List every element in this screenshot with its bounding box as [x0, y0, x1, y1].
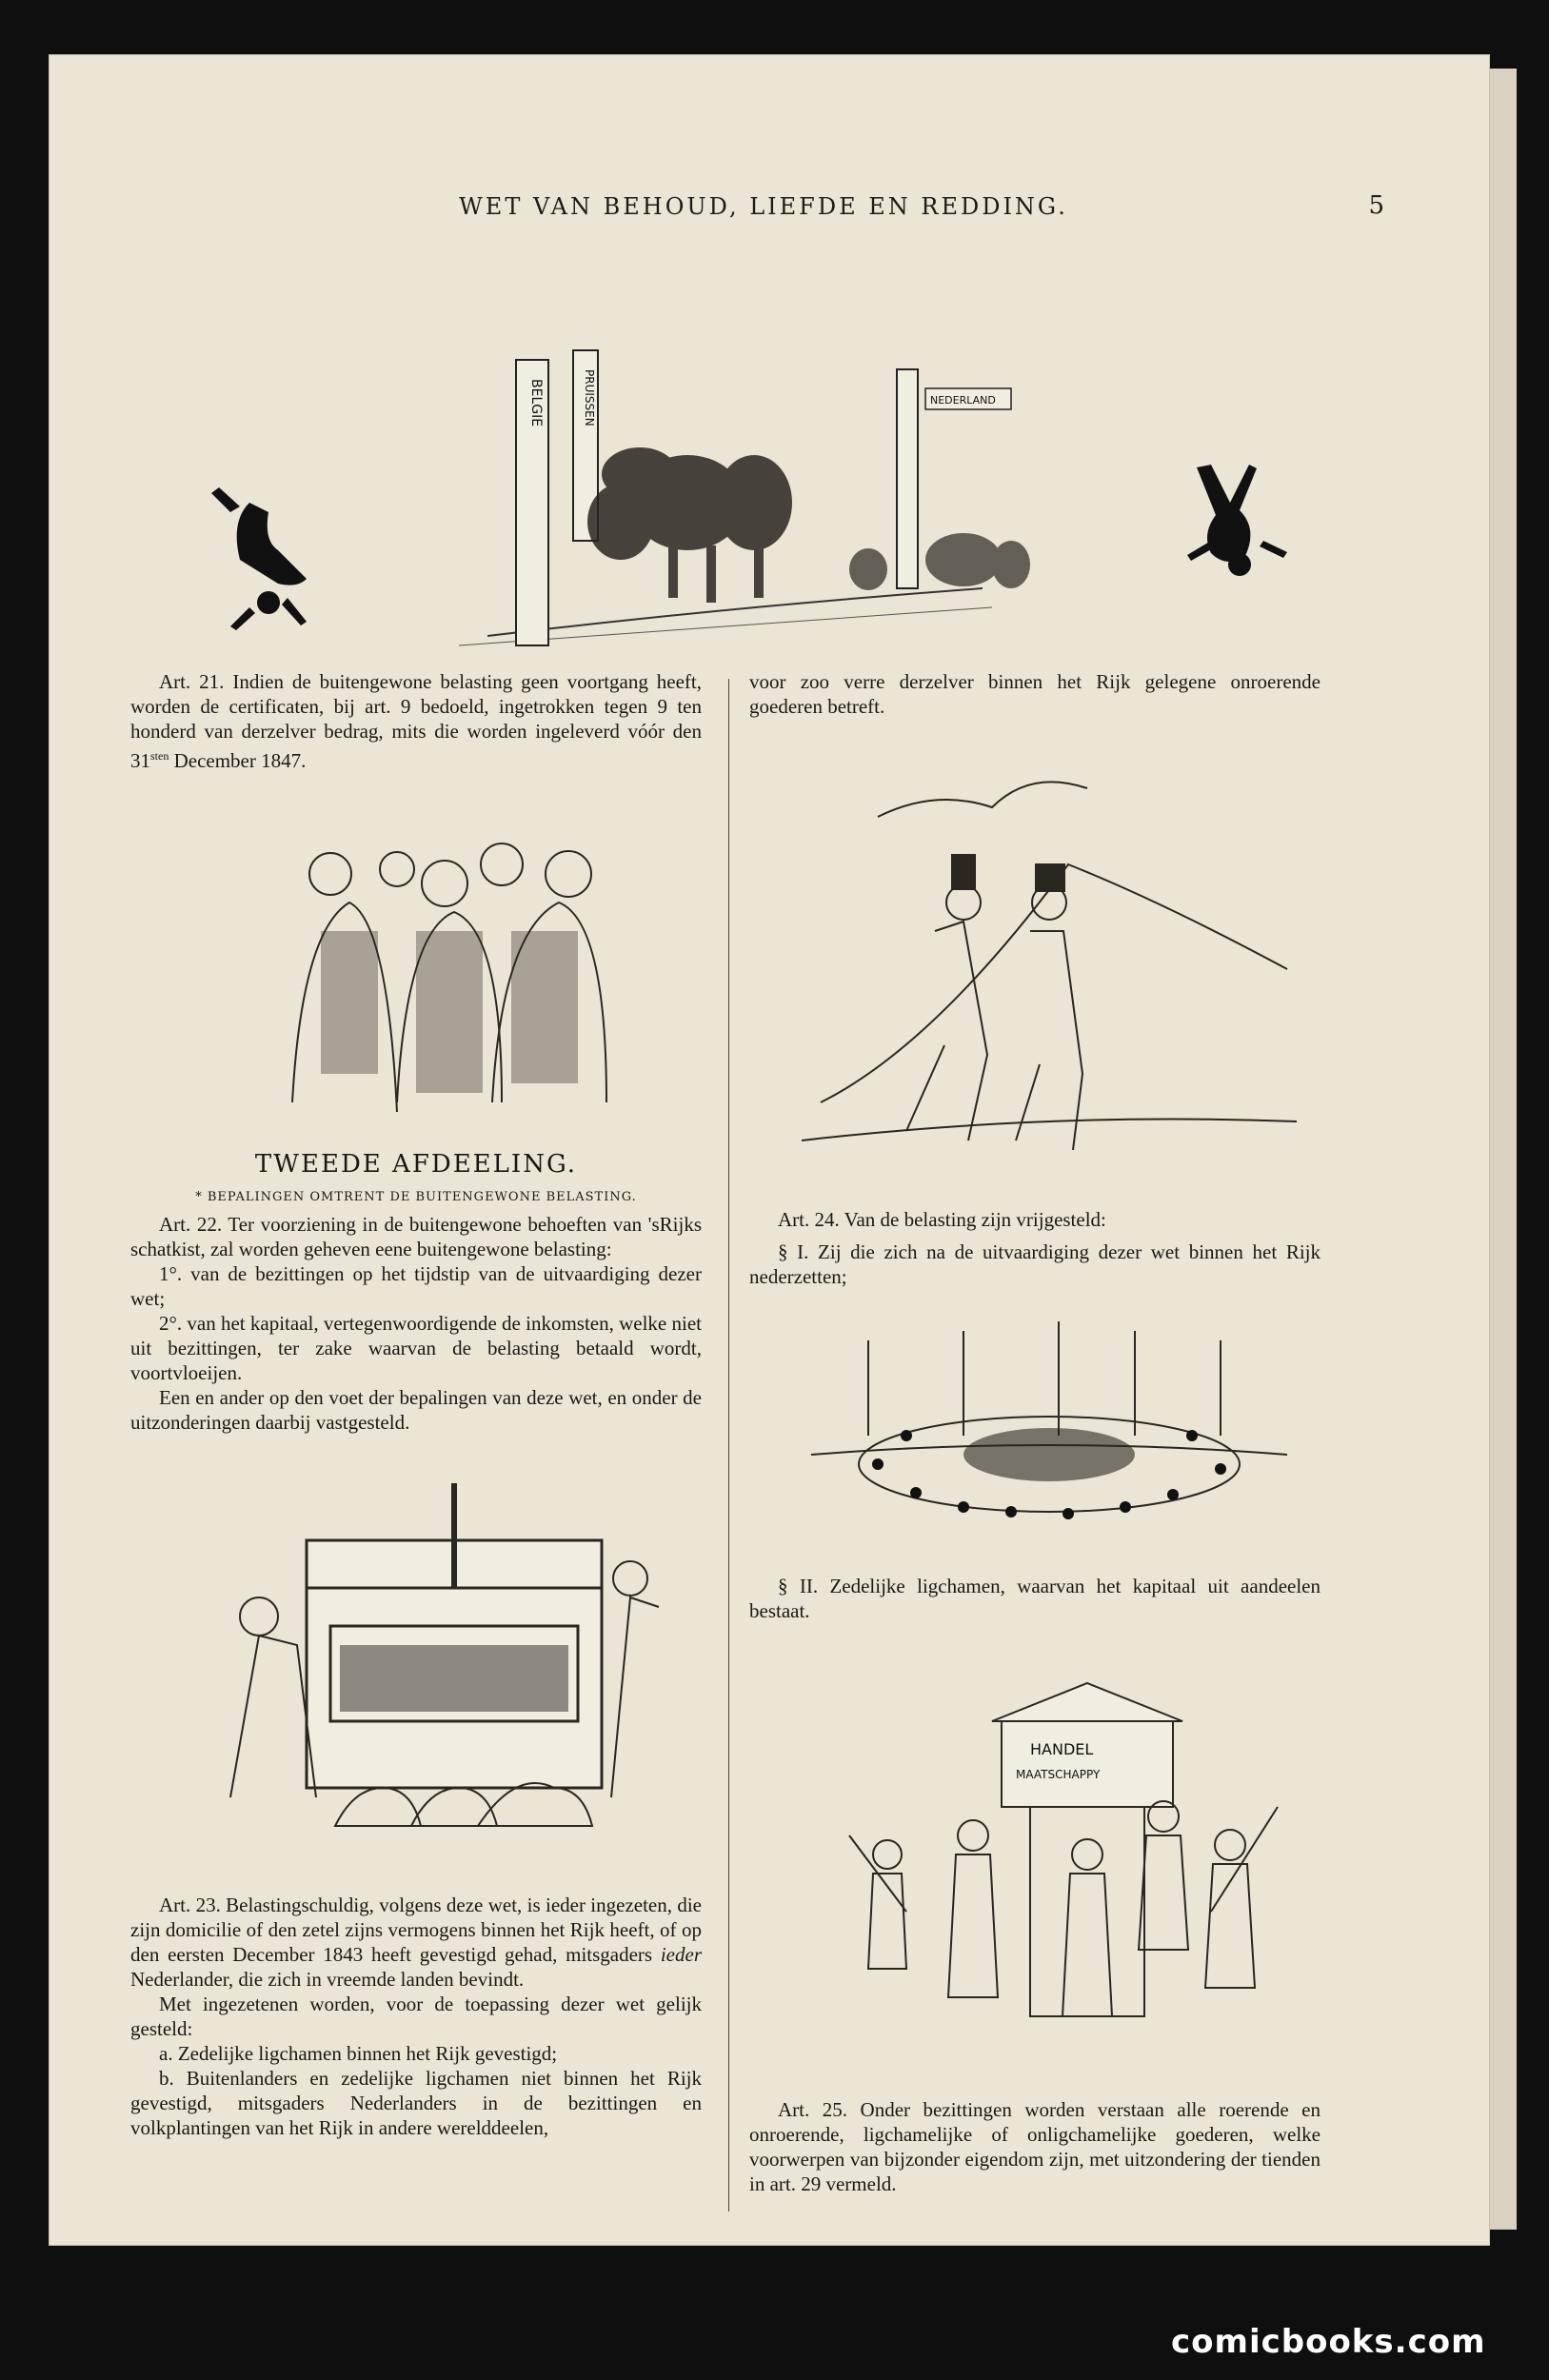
- two-travellers-drawing: [802, 760, 1297, 1179]
- article-23-paragraph-2: Met ingezetenen worden, voor de toepassing dezer wet gelijk gesteld:: [130, 1993, 702, 2040]
- crowd-group-drawing: [264, 817, 635, 1121]
- article-23-text-end: Nederlander, die zich in vreemde landen bevindt.: [130, 1968, 525, 1991]
- illustration-crowd-group: [264, 817, 635, 1121]
- article-23-text: Art. 23. Belastingschuldig, volgens deze wet, is ieder ingezeten, die zijn domicilie of den zetel zijns vermogens binnen het Rijk heeft, of op den eersten December 1843 heeft gevestigd gehad, mitsgaders: [130, 1894, 702, 1966]
- article-24-intro: Art. 24. Van de belasting zijn vrijgesteld:: [778, 1208, 1106, 1231]
- article-24-section-1: § I. Zij die zich na de uitvaardiging dezer wet binnen het Rijk nederzetten;: [749, 1240, 1321, 1288]
- sign-nederland: NEDERLAND: [930, 394, 996, 407]
- page-header: [50, 193, 1489, 231]
- document-page: [50, 55, 1489, 2245]
- article-22-item-2: 2°. van het kapitaal, vertegenwoordigende de inkomsten, welke niet uit bezittingen, ter zake waarvan de belasting betaald wordt, voortvloeijen.: [130, 1312, 702, 1384]
- article-25: [749, 2097, 1321, 2196]
- article-21: [130, 669, 702, 773]
- article-24-section-2-text: § II. Zedelijke ligchamen, waarvan het kapitaal uit aandeelen bestaat.: [749, 1575, 1321, 1622]
- illustration-two-travellers: [802, 760, 1297, 1179]
- article-22-intro: Art. 22. Ter voorziening in de buitengewone behoeften van 'sRijks schatkist, zal worden geheven eene buitengewone belasting:: [130, 1213, 702, 1260]
- article-23-emphasis: ieder: [660, 1943, 702, 1966]
- illustration-circle-dance: [811, 1321, 1287, 1550]
- border-posts-drawing: [173, 274, 1030, 693]
- article-23: [130, 1893, 702, 2140]
- illustration-acrobat-right: [1173, 446, 1316, 588]
- sign-handel: HANDEL: [1030, 1740, 1094, 1758]
- sign-pruissen: PRUISSEN: [583, 369, 596, 426]
- illustration-border-posts: [173, 274, 1030, 693]
- handel-maatschappy-drawing: [830, 1664, 1287, 2064]
- article-21-text: Art. 21. Indien de buitengewone belasting geen voortgang heeft, worden de certificaten, bij art. 9 bedoeld, ingetrokken tegen 9 ten honderd van derzelver bedrag, mits die worden ingeleverd vóór den 31: [130, 670, 702, 772]
- running-title: WET VAN BEHOUD, LIEFDE EN REDDING.: [459, 193, 1068, 220]
- acrobat-left-figure: [211, 487, 307, 630]
- article-25-text: Art. 25. Onder bezittingen worden verstaan alle roerende en onroerende, ligchamelijke of onligchamelijke goederen, welke voorwerpen van bijzonder eigendom zijn, met uitzondering der tienden in art. 29 vermeld.: [749, 2098, 1321, 2195]
- article-22: [130, 1212, 702, 1435]
- article-23-item-b: b. Buitenlanders en zedelijke ligchamen niet binnen het Rijk gevestigd, mitsgaders Nederlanders in de bezittingen en volkplantingen van het Rijk in andere werelddeelen,: [130, 2067, 702, 2139]
- site-watermark: comicbooks.com: [1171, 2323, 1486, 2361]
- money-press-drawing: [192, 1483, 725, 1883]
- article-23-continued-text: voor zoo verre derzelver binnen het Rijk gelegene onroerende goederen betreft.: [749, 670, 1321, 718]
- article-22-closing: Een en ander op den voet der bepalingen van deze wet, en onder de uitzonderingen daarbij vastgesteld.: [130, 1386, 702, 1434]
- section-subheading: * BEPALINGEN OMTRENT DE BUITENGEWONE BELASTING.: [195, 1190, 637, 1204]
- article-23-item-a: a. Zedelijke ligchamen binnen het Rijk gevestigd;: [159, 2042, 558, 2065]
- column-divider: [728, 679, 729, 2211]
- illustration-money-press: [192, 1483, 725, 1883]
- article-24: [749, 1207, 1321, 1289]
- crowd-figures: [587, 447, 792, 603]
- article-22-item-1: 1°. van de bezittingen op het tijdstip van de uitvaardiging dezer wet;: [130, 1262, 702, 1310]
- acrobat-right-drawing: [1173, 446, 1316, 588]
- sign-belgie: BELGIE: [528, 379, 544, 427]
- sign-maatschappy: MAATSCHAPPY: [1016, 1768, 1101, 1781]
- illustration-handel-maatschappy: [830, 1664, 1287, 2064]
- article-21-superscript: sten: [150, 749, 169, 763]
- article-24-section-2: [749, 1574, 1321, 1623]
- circle-dance-drawing: [811, 1321, 1287, 1550]
- page-number: 5: [1368, 191, 1384, 220]
- article-23-continued: [749, 669, 1321, 719]
- section-heading: TWEEDE AFDEELING.: [254, 1150, 578, 1179]
- article-21-text-end: December 1847.: [169, 749, 307, 772]
